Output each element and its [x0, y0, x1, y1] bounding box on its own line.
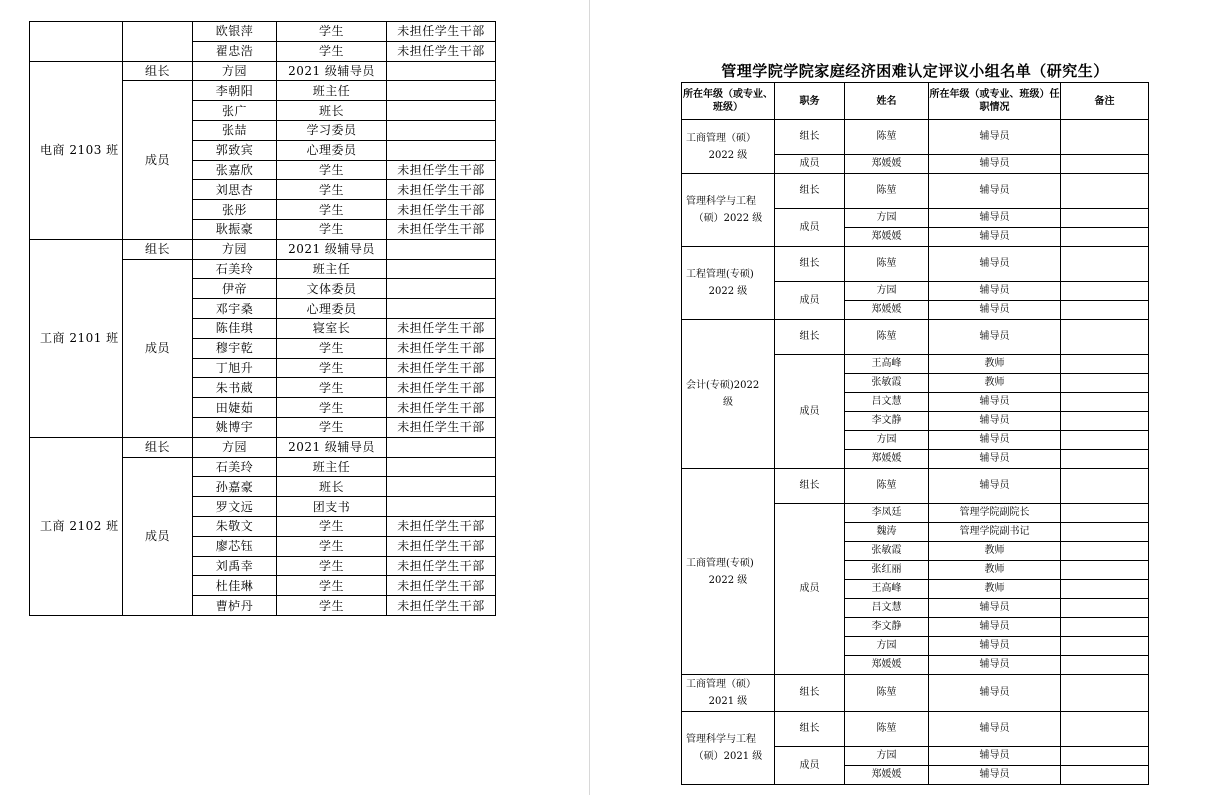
table-row: [682, 320, 1149, 355]
grade-cell: [682, 675, 775, 712]
member-duty: 班主任: [277, 81, 387, 101]
member-note: [387, 457, 496, 477]
member-name: 伊帝: [193, 279, 277, 299]
member-note: [387, 140, 496, 160]
member-note: [1061, 450, 1149, 469]
member-note: [1061, 282, 1149, 301]
member-note: 未担任学生干部: [387, 556, 496, 576]
member-duty: 辅导员: [929, 656, 1061, 675]
role-leader: 组长: [775, 320, 845, 355]
member-note: [1061, 301, 1149, 320]
role-leader: 组长: [775, 120, 845, 155]
member-note: [387, 497, 496, 517]
class-cell: [30, 22, 123, 62]
member-duty: 辅导员: [929, 320, 1061, 355]
member-duty: 辅导员: [929, 155, 1061, 174]
header-row: [682, 83, 1149, 120]
member-duty: 学生: [277, 160, 387, 180]
member-duty: 2021 级辅导员: [277, 437, 387, 457]
member-note: [1061, 561, 1149, 580]
member-note: [387, 259, 496, 279]
member-note: 未担任学生干部: [387, 180, 496, 200]
member-duty: 心理委员: [277, 299, 387, 319]
grade-cell: [682, 120, 775, 174]
grade-line: 工商管理(专硕): [686, 557, 754, 569]
member-note: 未担任学生干部: [387, 358, 496, 378]
grade-line: 工程管理(专硕): [686, 269, 754, 280]
member-note: [1061, 656, 1149, 675]
member-note: [1061, 355, 1149, 374]
role-member: 成员: [123, 259, 193, 437]
graduate-committee-table: [681, 82, 1149, 785]
grade-line: （硕）2022 级: [693, 213, 763, 224]
header-grade: 所在年级（或专业、班级）: [682, 83, 775, 120]
class-name: 工商 2101 班: [30, 239, 123, 437]
member-note: [387, 101, 496, 121]
member-duty: 辅导员: [929, 747, 1061, 766]
header-position: 职务: [775, 83, 845, 120]
member-name: 邓宇桑: [193, 299, 277, 319]
member-duty: 教师: [929, 542, 1061, 561]
member-name: 朱书葳: [193, 378, 277, 398]
member-duty: 教师: [929, 355, 1061, 374]
member-duty: 辅导员: [929, 450, 1061, 469]
table-row: [682, 247, 1149, 282]
member-name: 陈堃: [845, 469, 929, 504]
table-row: [682, 469, 1149, 504]
member-duty: 辅导员: [929, 209, 1061, 228]
member-name: 方园: [193, 61, 277, 81]
member-note: 未担任学生干部: [387, 417, 496, 437]
grade-line: 管理科学与工程: [686, 734, 756, 745]
member-duty: 学生: [277, 417, 387, 437]
table-row: [30, 437, 496, 457]
member-duty: 2021 级辅导员: [277, 61, 387, 81]
member-duty: 辅导员: [929, 301, 1061, 320]
member-duty: 班主任: [277, 457, 387, 477]
member-note: [1061, 469, 1149, 504]
member-duty: 学生: [277, 398, 387, 418]
member-name: 陈堃: [845, 174, 929, 209]
member-note: [1061, 675, 1149, 712]
role-leader: 组长: [775, 174, 845, 209]
member-name: 姚博宇: [193, 417, 277, 437]
member-note: [1061, 174, 1149, 209]
member-duty: 辅导员: [929, 174, 1061, 209]
member-name: 陈堃: [845, 712, 929, 747]
member-name: 郑媛媛: [845, 766, 929, 785]
member-note: [1061, 523, 1149, 542]
member-duty: 班长: [277, 101, 387, 121]
member-duty: 学生: [277, 536, 387, 556]
member-name: 田婕茹: [193, 398, 277, 418]
role-member: 成员: [775, 355, 845, 469]
role-leader: 组长: [775, 247, 845, 282]
member-note: [1061, 618, 1149, 637]
member-name: 郑媛媛: [845, 301, 929, 320]
role-leader: 组长: [775, 469, 845, 504]
member-name: 耿振豪: [193, 219, 277, 239]
grade-line: 2022 级: [708, 574, 748, 586]
member-duty: 辅导员: [929, 469, 1061, 504]
member-name: 李朝阳: [193, 81, 277, 101]
member-name: 陈堃: [845, 320, 929, 355]
member-name: 方园: [845, 637, 929, 656]
member-duty: 辅导员: [929, 282, 1061, 301]
member-note: [1061, 504, 1149, 523]
member-name: 张敏霞: [845, 542, 929, 561]
member-duty: 学生: [277, 358, 387, 378]
member-name: 郭致宾: [193, 140, 277, 160]
member-duty: 教师: [929, 580, 1061, 599]
member-name: 陈堃: [845, 120, 929, 155]
role-member: 成员: [775, 155, 845, 174]
grade-line: 2021 级: [708, 696, 748, 707]
member-note: 未担任学生干部: [387, 41, 496, 61]
member-name: 穆宇乾: [193, 338, 277, 358]
role-member: 成员: [775, 747, 845, 785]
member-name: 郑媛媛: [845, 228, 929, 247]
table-row: [30, 61, 496, 81]
member-note: [387, 437, 496, 457]
grade-cell: [682, 469, 775, 675]
member-duty: 学生: [277, 219, 387, 239]
member-duty: 学生: [277, 596, 387, 616]
member-note: 未担任学生干部: [387, 596, 496, 616]
table-row: [30, 22, 496, 42]
member-name: 王高峰: [845, 355, 929, 374]
member-duty: 辅导员: [929, 599, 1061, 618]
member-duty: 辅导员: [929, 766, 1061, 785]
table-row: [682, 120, 1149, 155]
member-name: 翟忠浩: [193, 41, 277, 61]
grade-line: 级: [723, 397, 733, 408]
member-name: 李凤廷: [845, 504, 929, 523]
member-note: 未担任学生干部: [387, 219, 496, 239]
member-duty: 学生: [277, 200, 387, 220]
member-note: 未担任学生干部: [387, 536, 496, 556]
member-duty: 心理委员: [277, 140, 387, 160]
class-name: 电商 2103 班: [30, 61, 123, 239]
grade-line: 2022 级: [708, 149, 748, 161]
member-name: 刘禹幸: [193, 556, 277, 576]
role-leader: 组长: [775, 675, 845, 712]
member-duty: 学生: [277, 180, 387, 200]
member-note: [1061, 247, 1149, 282]
member-duty: 辅导员: [929, 247, 1061, 282]
member-note: [1061, 155, 1149, 174]
member-name: 李文静: [845, 618, 929, 637]
member-duty: 学生: [277, 338, 387, 358]
member-name: 杜佳琳: [193, 576, 277, 596]
member-duty: 班主任: [277, 259, 387, 279]
member-duty: 辅导员: [929, 618, 1061, 637]
member-duty: 班长: [277, 477, 387, 497]
role-leader: 组长: [775, 712, 845, 747]
role-member: 成员: [775, 282, 845, 320]
member-name: 张红丽: [845, 561, 929, 580]
member-name: 方园: [193, 437, 277, 457]
role-leader: 组长: [123, 437, 193, 457]
member-duty: 辅导员: [929, 120, 1061, 155]
member-name: 罗文远: [193, 497, 277, 517]
header-duty: 所在年级（或专业、班级）任职情况: [929, 83, 1061, 120]
member-name: 张嘉欣: [193, 160, 277, 180]
member-name: 方园: [845, 282, 929, 301]
member-note: [387, 239, 496, 259]
grade-line: 管理科学与工程: [686, 196, 756, 207]
member-note: [1061, 766, 1149, 785]
role-leader: 组长: [123, 239, 193, 259]
member-note: [1061, 228, 1149, 247]
member-name: 曹栌丹: [193, 596, 277, 616]
member-name: 李文静: [845, 412, 929, 431]
member-note: [387, 120, 496, 140]
member-name: 吕文慧: [845, 599, 929, 618]
grade-cell: [682, 712, 775, 785]
member-note: [1061, 374, 1149, 393]
member-duty: 辅导员: [929, 412, 1061, 431]
member-note: [1061, 542, 1149, 561]
member-note: 未担任学生干部: [387, 516, 496, 536]
member-name: 刘思杏: [193, 180, 277, 200]
member-duty: 辅导员: [929, 637, 1061, 656]
member-duty: 文体委员: [277, 279, 387, 299]
member-note: [1061, 412, 1149, 431]
member-name: 石美玲: [193, 457, 277, 477]
role-cell: [123, 22, 193, 62]
grade-cell: [682, 174, 775, 247]
member-note: [1061, 599, 1149, 618]
grade-line: 2022 级: [708, 286, 748, 297]
member-name: 方园: [845, 431, 929, 450]
member-duty: 管理学院副书记: [929, 523, 1061, 542]
page-divider: [589, 0, 590, 795]
member-name: 郑媛媛: [845, 450, 929, 469]
member-duty: 教师: [929, 374, 1061, 393]
member-note: [1061, 747, 1149, 766]
member-name: 方园: [845, 747, 929, 766]
member-duty: 教师: [929, 561, 1061, 580]
header-name: 姓名: [845, 83, 929, 120]
member-duty: 学生: [277, 22, 387, 42]
member-note: 未担任学生干部: [387, 576, 496, 596]
member-note: [1061, 580, 1149, 599]
page-title: 管理学院学院家庭经济困难认定评议小组名单（研究生）: [721, 62, 1109, 80]
role-member: 成员: [775, 209, 845, 247]
member-name: 方园: [845, 209, 929, 228]
grade-line: （硕）2021 级: [693, 751, 763, 762]
member-name: 石美玲: [193, 259, 277, 279]
member-note: 未担任学生干部: [387, 378, 496, 398]
grade-cell: [682, 247, 775, 320]
table-row: [682, 675, 1149, 712]
member-duty: 团支书: [277, 497, 387, 517]
table-row: [30, 239, 496, 259]
left-committee-table: [29, 21, 496, 616]
member-note: 未担任学生干部: [387, 22, 496, 42]
member-name: 孙嘉豪: [193, 477, 277, 497]
member-duty: 辅导员: [929, 228, 1061, 247]
member-note: [387, 299, 496, 319]
member-duty: 2021 级辅导员: [277, 239, 387, 259]
member-duty: 学习委员: [277, 120, 387, 140]
grade-line: 会计(专硕)2022: [686, 380, 760, 391]
member-note: 未担任学生干部: [387, 318, 496, 338]
member-note: 未担任学生干部: [387, 338, 496, 358]
table-row: [682, 712, 1149, 747]
member-note: [387, 477, 496, 497]
member-name: 魏涛: [845, 523, 929, 542]
member-note: [1061, 637, 1149, 656]
member-note: 未担任学生干部: [387, 398, 496, 418]
member-note: [387, 279, 496, 299]
member-name: 郑媛媛: [845, 656, 929, 675]
role-member: 成员: [775, 504, 845, 675]
member-duty: 辅导员: [929, 431, 1061, 450]
member-note: [1061, 320, 1149, 355]
member-name: 张广: [193, 101, 277, 121]
member-note: [387, 81, 496, 101]
member-name: 张敏霞: [845, 374, 929, 393]
member-note: [1061, 209, 1149, 228]
member-name: 陈堃: [845, 675, 929, 712]
member-note: [1061, 120, 1149, 155]
member-duty: 管理学院副院长: [929, 504, 1061, 523]
member-duty: 学生: [277, 576, 387, 596]
member-duty: 学生: [277, 516, 387, 536]
member-duty: 寝室长: [277, 318, 387, 338]
member-name: 张彤: [193, 200, 277, 220]
member-name: 方园: [193, 239, 277, 259]
role-member: 成员: [123, 457, 193, 615]
grade-line: 工商管理（硕）: [686, 132, 756, 144]
member-name: 廖芯钰: [193, 536, 277, 556]
role-member: 成员: [123, 81, 193, 239]
member-duty: 学生: [277, 378, 387, 398]
member-duty: 学生: [277, 41, 387, 61]
grade-line: 工商管理（硕）: [686, 679, 756, 690]
member-note: [1061, 393, 1149, 412]
member-note: 未担任学生干部: [387, 160, 496, 180]
table-row: [682, 174, 1149, 209]
member-name: 张喆: [193, 120, 277, 140]
member-name: 王高峰: [845, 580, 929, 599]
member-name: 陈佳琪: [193, 318, 277, 338]
member-name: 陈堃: [845, 247, 929, 282]
member-name: 郑媛媛: [845, 155, 929, 174]
member-name: 吕文慧: [845, 393, 929, 412]
member-name: 欧银萍: [193, 22, 277, 42]
member-name: 朱敬文: [193, 516, 277, 536]
member-duty: 辅导员: [929, 712, 1061, 747]
member-name: 丁旭升: [193, 358, 277, 378]
header-note: 备注: [1061, 83, 1149, 120]
grade-cell: [682, 320, 775, 469]
member-duty: 学生: [277, 556, 387, 576]
member-note: [1061, 712, 1149, 747]
member-note: [387, 61, 496, 81]
role-leader: 组长: [123, 61, 193, 81]
member-note: [1061, 431, 1149, 450]
member-note: 未担任学生干部: [387, 200, 496, 220]
class-name: 工商 2102 班: [30, 437, 123, 615]
member-duty: 辅导员: [929, 393, 1061, 412]
member-duty: 辅导员: [929, 675, 1061, 712]
